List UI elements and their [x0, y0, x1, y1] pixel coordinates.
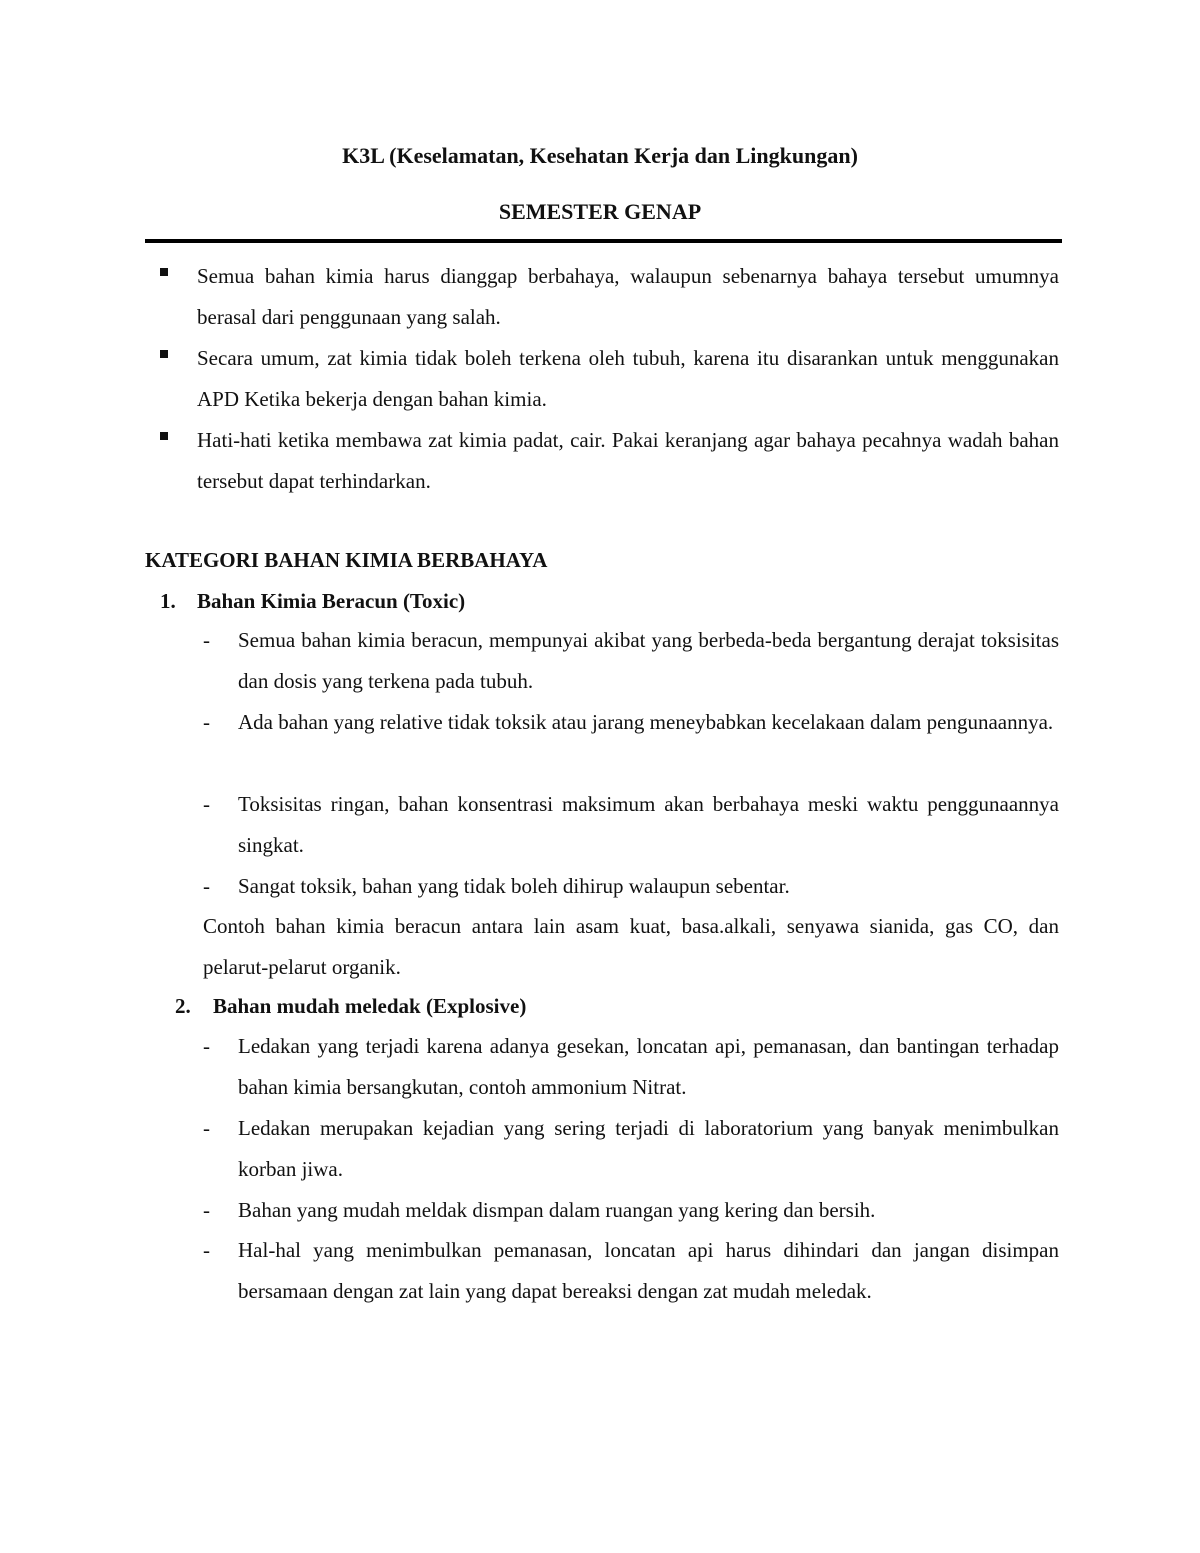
- intro-bullet-2: Secara umum, zat kimia tidak boleh terkena oleh tubuh, karena itu disarankan untuk menggunakan APD Ketika bekerja dengan bahan kimia.: [197, 346, 1059, 411]
- dash-marker: -: [203, 1034, 210, 1058]
- document-subtitle: SEMESTER GENAP: [498, 199, 702, 224]
- category-2-item-4: Hal-hal yang menimbulkan pemanasan, loncatan api harus dihindari dan jangan disimpan bersamaan dengan zat lain yang dapat bereaksi dengan zat mudah meledak.: [238, 1238, 1059, 1303]
- category-2-item-1: Ledakan yang terjadi karena adanya gesekan, loncatan api, pemanasan, dan bantingan terhadap bahan kimia bersangkutan, contoh ammonium Nitrat.: [238, 1034, 1059, 1099]
- dash-marker: -: [203, 628, 210, 652]
- category-1-item-2: Ada bahan yang relative tidak toksik atau jarang meneybabkan kecelakaan dalam pengunaannya.: [238, 710, 1054, 734]
- category-1-item-1: Semua bahan kimia beracun, mempunyai akibat yang berbeda-beda bergantung derajat toksisitas dan dosis yang terkena pada tubuh.: [238, 628, 1059, 693]
- dash-marker: -: [203, 874, 210, 898]
- dash-marker: -: [203, 710, 210, 734]
- square-bullet-icon: [160, 432, 168, 440]
- category-2-item-2: Ledakan merupakan kejadian yang sering terjadi di laboratorium yang banyak menimbulkan korban jiwa.: [238, 1116, 1059, 1181]
- square-bullet-icon: [160, 268, 168, 276]
- document-title: K3L (Keselamatan, Kesehatan Kerja dan Lingkungan): [342, 143, 858, 168]
- category-1-example: Contoh bahan kimia beracun antara lain asam kuat, basa.alkali, senyawa sianida, gas CO, dan pelarut-pelarut organik.: [203, 914, 1059, 979]
- intro-bullet-3: Hati-hati ketika membawa zat kimia padat, cair. Pakai keranjang agar bahaya pecahnya wadah bahan tersebut dapat terhindarkan.: [197, 428, 1059, 493]
- intro-bullet-1: Semua bahan kimia harus dianggap berbahaya, walaupun sebenarnya bahaya tersebut umumnya berasal dari penggunaan yang salah.: [197, 264, 1059, 329]
- category-2-number: 2.: [175, 994, 191, 1018]
- category-1-item-4: Sangat toksik, bahan yang tidak boleh dihirup walaupun sebentar.: [238, 874, 790, 898]
- category-2-item-3: Bahan yang mudah meldak dismpan dalam ruangan yang kering dan bersih.: [238, 1198, 876, 1222]
- dash-marker: -: [203, 792, 210, 816]
- category-1-item-3: Toksisitas ringan, bahan konsentrasi maksimum akan berbahaya meski waktu penggunaannya singkat.: [238, 792, 1059, 857]
- dash-marker: -: [203, 1238, 210, 1262]
- header-divider: [145, 239, 1062, 243]
- category-2-title: Bahan mudah meledak (Explosive): [213, 994, 527, 1018]
- dash-marker: -: [203, 1198, 210, 1222]
- category-1-number: 1.: [160, 589, 176, 613]
- square-bullet-icon: [160, 350, 168, 358]
- section-heading: KATEGORI BAHAN KIMIA BERBAHAYA: [145, 548, 548, 572]
- category-1-title: Bahan Kimia Beracun (Toxic): [197, 589, 466, 613]
- dash-marker: -: [203, 1116, 210, 1140]
